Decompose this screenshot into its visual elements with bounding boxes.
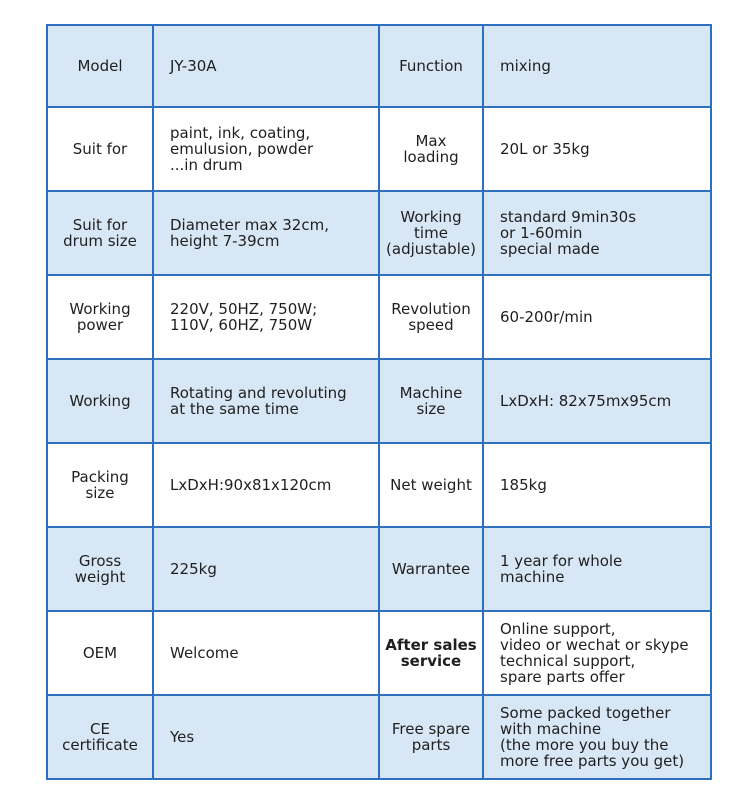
row-label: Net weight (379, 443, 483, 527)
row-value: Diameter max 32cm, height 7-39cm (153, 191, 379, 275)
row-label: After sales service (379, 611, 483, 695)
table-row (47, 695, 711, 779)
row-label: Warrantee (379, 527, 483, 611)
row-label: Function (379, 25, 483, 107)
row-value: 1 year for whole machine (483, 527, 711, 611)
table-row (47, 191, 711, 275)
table-row (47, 25, 711, 107)
row-label: CE certificate (47, 695, 153, 779)
row-value: LxDxH: 82x75mx95cm (483, 359, 711, 443)
table-row (47, 611, 711, 695)
row-value: paint, ink, coating, emulusion, powder ...in drum (153, 107, 379, 191)
row-value: Online support, video or wechat or skype technical support, spare parts offer (483, 611, 711, 695)
table-row (47, 443, 711, 527)
row-value: standard 9min30s or 1-60min special made (483, 191, 711, 275)
row-label: Working time (adjustable) (379, 191, 483, 275)
row-value: LxDxH:90x81x120cm (153, 443, 379, 527)
row-label: Model (47, 25, 153, 107)
row-label: Max loading (379, 107, 483, 191)
row-label: Gross weight (47, 527, 153, 611)
row-value: Some packed together with machine (the more you buy the more free parts you get) (483, 695, 711, 779)
table-row (47, 527, 711, 611)
row-value: 185kg (483, 443, 711, 527)
table-row (47, 107, 711, 191)
row-value: Rotating and revoluting at the same time (153, 359, 379, 443)
row-value: mixing (483, 25, 711, 107)
row-value: 60-200r/min (483, 275, 711, 359)
row-label: Working power (47, 275, 153, 359)
row-value: 225kg (153, 527, 379, 611)
row-value: Welcome (153, 611, 379, 695)
row-label: Machine size (379, 359, 483, 443)
table-row (47, 275, 711, 359)
row-value: 220V, 50HZ, 750W; 110V, 60HZ, 750W (153, 275, 379, 359)
table-row (47, 359, 711, 443)
row-label: Working (47, 359, 153, 443)
row-value: Yes (153, 695, 379, 779)
row-value: JY-30A (153, 25, 379, 107)
row-value: 20L or 35kg (483, 107, 711, 191)
row-label: Packing size (47, 443, 153, 527)
row-label: Suit for (47, 107, 153, 191)
row-label: OEM (47, 611, 153, 695)
row-label: Revolution speed (379, 275, 483, 359)
row-label: Free spare parts (379, 695, 483, 779)
row-label: Suit for drum size (47, 191, 153, 275)
spec-table (46, 24, 712, 780)
